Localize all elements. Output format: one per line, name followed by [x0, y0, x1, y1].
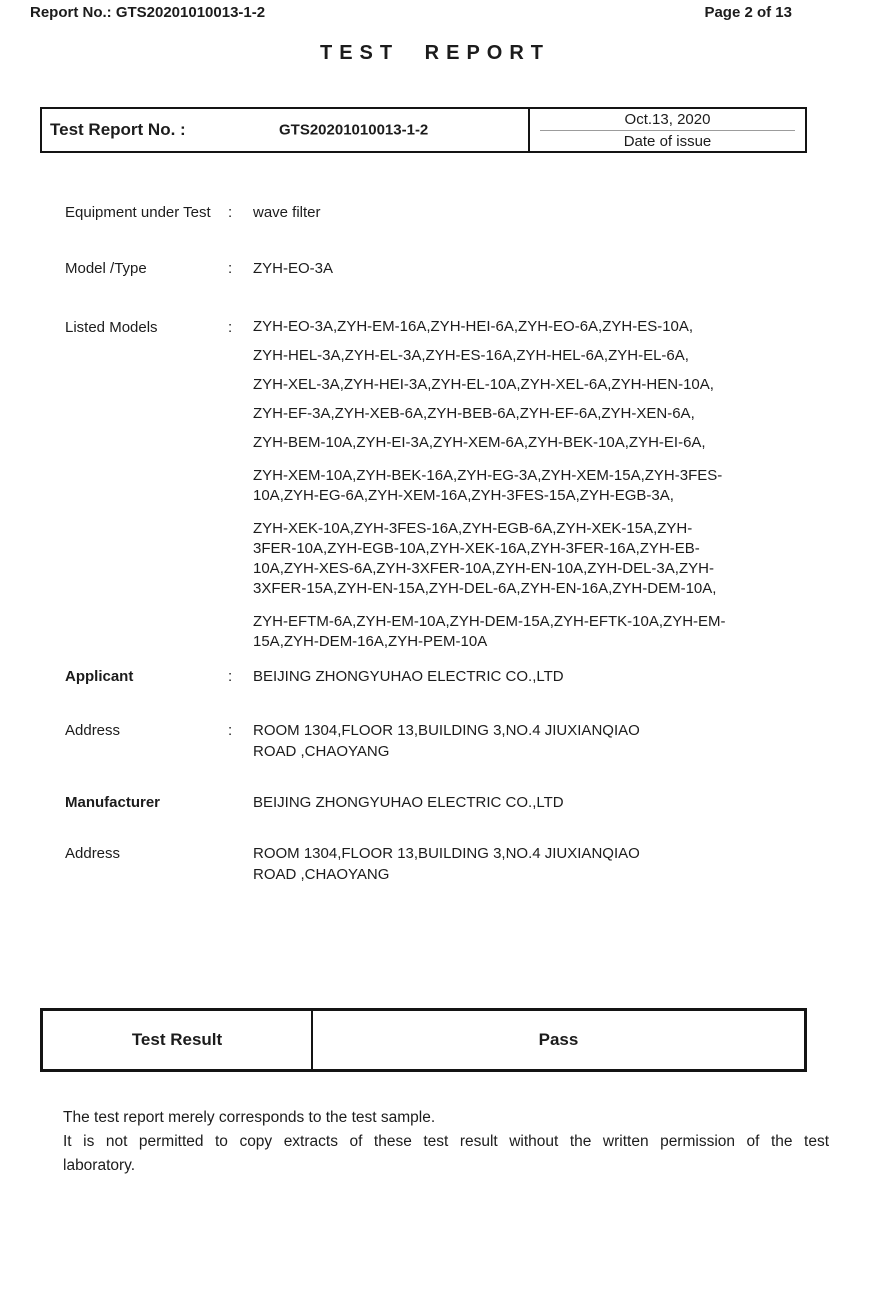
- disclaimer: [63, 1106, 829, 1178]
- listed-models-line: ZYH-XEM-10A,ZYH-BEK-16A,ZYH-EG-3A,ZYH-XEM-15A,ZYH-3FES-: [253, 467, 723, 484]
- model-value: ZYH-EO-3A: [253, 260, 334, 277]
- applicant-label: Applicant: [65, 668, 134, 685]
- report-no-cell: [42, 109, 530, 151]
- test-result-label: Test Result: [43, 1011, 313, 1069]
- field-row-equipment: [65, 202, 810, 223]
- manufacturer-label: Manufacturer: [65, 794, 161, 811]
- manufacturer-value: BEIJING ZHONGYUHAO ELECTRIC CO.,LTD: [253, 794, 564, 811]
- disclaimer-line1: The test report merely corresponds to the test sample.: [63, 1109, 436, 1126]
- listed-models-line: 10A,ZYH-XES-6A,ZYH-3XFER-10A,ZYH-EN-10A,ZYH-DEL-3A,ZYH-: [253, 560, 714, 577]
- issue-date: Oct.13, 2020: [624, 111, 711, 129]
- report-no-value: GTS20201010013-1-2: [279, 121, 429, 139]
- listed-models-line: ZYH-EF-3A,ZYH-XEB-6A,ZYH-BEB-6A,ZYH-EF-6A,ZYH-XEN-6A,: [253, 405, 695, 422]
- field-row-model: [65, 258, 810, 279]
- field-row-manufacturer-address: [65, 843, 810, 885]
- header-page-indicator: Page 2 of 13: [704, 4, 792, 21]
- listed-models-line: 3XFER-15A,ZYH-EN-15A,ZYH-DEL-6A,ZYH-EN-16A,ZYH-DEM-10A,: [253, 580, 717, 597]
- manufacturer-address-colon: [228, 843, 253, 885]
- applicant-value: BEIJING ZHONGYUHAO ELECTRIC CO.,LTD: [253, 668, 564, 685]
- date-cell: [530, 109, 805, 151]
- listed-models-line: 3FER-10A,ZYH-EGB-10A,ZYH-XEK-16A,ZYH-3FER-16A,ZYH-EB-: [253, 540, 700, 557]
- applicant-colon: :: [228, 668, 233, 685]
- report-no-label: Test Report No. :: [50, 120, 186, 139]
- applicant-address-line1: ROOM 1304,FLOOR 13,BUILDING 3,NO.4 JIUXIANQIAO: [253, 722, 640, 739]
- applicant-address-label: Address: [65, 722, 121, 739]
- listed-models-line: ZYH-EO-3A,ZYH-EM-16A,ZYH-HEI-6A,ZYH-EO-6A,ZYH-ES-10A,: [253, 318, 694, 335]
- model-label: Model /Type: [65, 260, 147, 277]
- listed-models-line: ZYH-HEL-3A,ZYH-EL-3A,ZYH-ES-16A,ZYH-HEL-6A,ZYH-EL-6A,: [253, 347, 689, 364]
- listed-models-line: 10A,ZYH-EG-6A,ZYH-XEM-16A,ZYH-3FES-15A,ZYH-EGB-3A,: [253, 487, 674, 504]
- manufacturer-address-label: Address: [65, 845, 121, 862]
- listed-models-line: ZYH-XEK-10A,ZYH-3FES-16A,ZYH-EGB-6A,ZYH-XEK-15A,ZYH-: [253, 520, 693, 537]
- info-fields: [65, 195, 810, 885]
- listed-models-line: ZYH-EFTM-6A,ZYH-EM-10A,ZYH-DEM-15A,ZYH-EFTK-10A,ZYH-EM-: [253, 613, 726, 630]
- field-row-applicant-address: [65, 720, 810, 762]
- listed-models-line: 15A,ZYH-DEM-16A,ZYH-PEM-10A: [253, 633, 488, 650]
- listed-models-colon: :: [228, 319, 233, 336]
- field-row-applicant: [65, 666, 810, 687]
- header-report-no: Report No.: GTS20201010013-1-2: [30, 4, 266, 21]
- model-colon: :: [228, 260, 233, 277]
- manufacturer-address-line1: ROOM 1304,FLOOR 13,BUILDING 3,NO.4 JIUXIANQIAO: [253, 845, 640, 862]
- test-result-value: Pass: [538, 1030, 579, 1049]
- date-of-issue-label: Date of issue: [623, 132, 712, 150]
- applicant-address-line2: ROAD ,CHAOYANG: [253, 743, 390, 760]
- equipment-value: wave filter: [253, 204, 321, 221]
- listed-models-line: ZYH-BEM-10A,ZYH-EI-3A,ZYH-XEM-6A,ZYH-BEK-10A,ZYH-EI-6A,: [253, 434, 706, 451]
- field-row-manufacturer: [65, 792, 810, 813]
- report-no-table: [40, 107, 807, 153]
- listed-models-line: ZYH-XEL-3A,ZYH-HEI-3A,ZYH-EL-10A,ZYH-XEL-6A,ZYH-HEN-10A,: [253, 376, 714, 393]
- field-row-listed-models: [65, 317, 810, 652]
- listed-models-label: Listed Models: [65, 319, 158, 336]
- disclaimer-line2: It is not permitted to copy extracts of these test result without the written permission of the test: [63, 1133, 829, 1150]
- applicant-address-value: [253, 720, 810, 762]
- document-title: TEST REPORT: [319, 42, 550, 64]
- disclaimer-line3: laboratory.: [63, 1157, 136, 1174]
- test-result-table: [40, 1008, 807, 1072]
- equipment-label: Equipment under Test: [65, 204, 211, 221]
- applicant-address-colon: :: [228, 722, 233, 739]
- manufacturer-address-line2: ROAD ,CHAOYANG: [253, 866, 390, 883]
- listed-models-value: [253, 317, 810, 652]
- equipment-colon: :: [228, 204, 233, 221]
- manufacturer-address-value: [253, 843, 810, 885]
- page-header: [30, 4, 792, 21]
- manufacturer-colon: [228, 792, 253, 813]
